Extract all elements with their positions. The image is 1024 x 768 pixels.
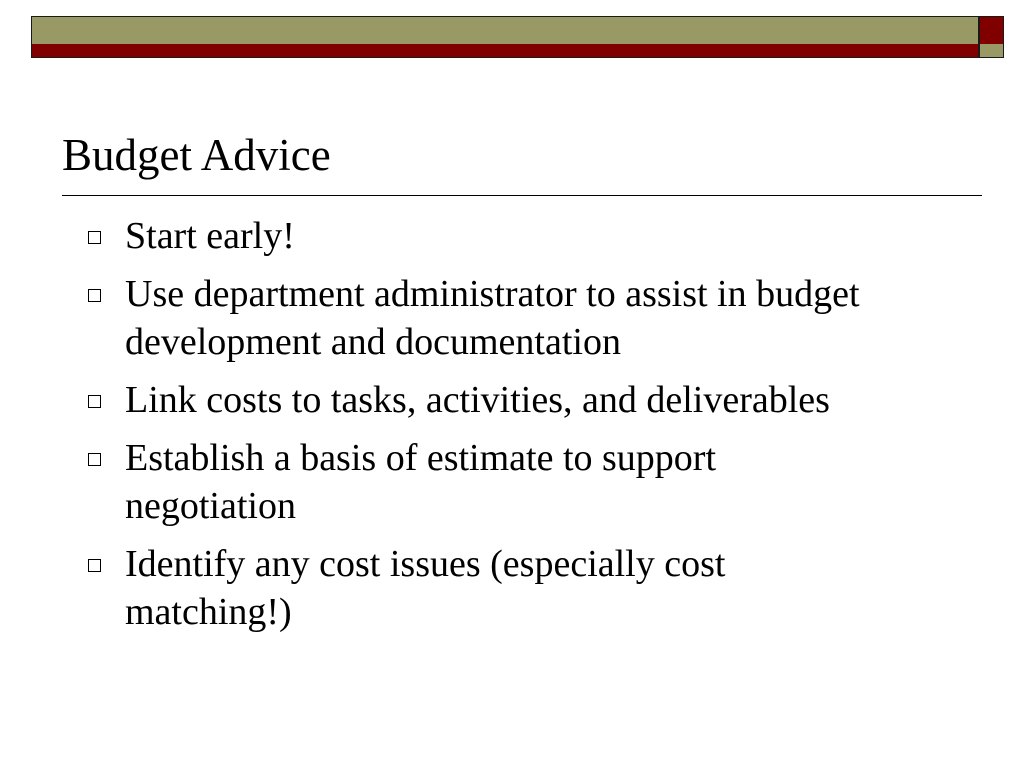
bullet-list [88,212,988,646]
bullet-text: Start early! [125,215,295,257]
bullet-item [88,270,988,366]
hollow-square-icon [88,395,101,408]
hollow-square-icon [88,559,101,572]
hollow-square-icon [88,289,101,302]
header-band-olive-stripe [32,17,978,44]
bullet-text: Use department administrator to assist in budget development and documentation [125,273,860,363]
title-divider [62,195,982,196]
bullet-item [88,376,988,424]
header-corner-olive [980,44,1003,57]
bullet-text: Identify any cost issues (especially cost matching!) [125,543,726,633]
header-corner-maroon [980,17,1003,44]
hollow-square-icon [88,231,101,244]
header-band [31,16,979,58]
bullet-text: Link costs to tasks, activities, and deliverables [125,379,830,421]
bullet-item [88,434,988,530]
header-corner-block [979,16,1004,58]
bullet-item [88,540,988,636]
slide-title: Budget Advice [62,130,331,180]
bullet-text: Establish a basis of estimate to support negotiation [125,437,717,527]
hollow-square-icon [88,453,101,466]
bullet-item [88,212,988,260]
header-band-maroon-stripe [32,44,978,57]
